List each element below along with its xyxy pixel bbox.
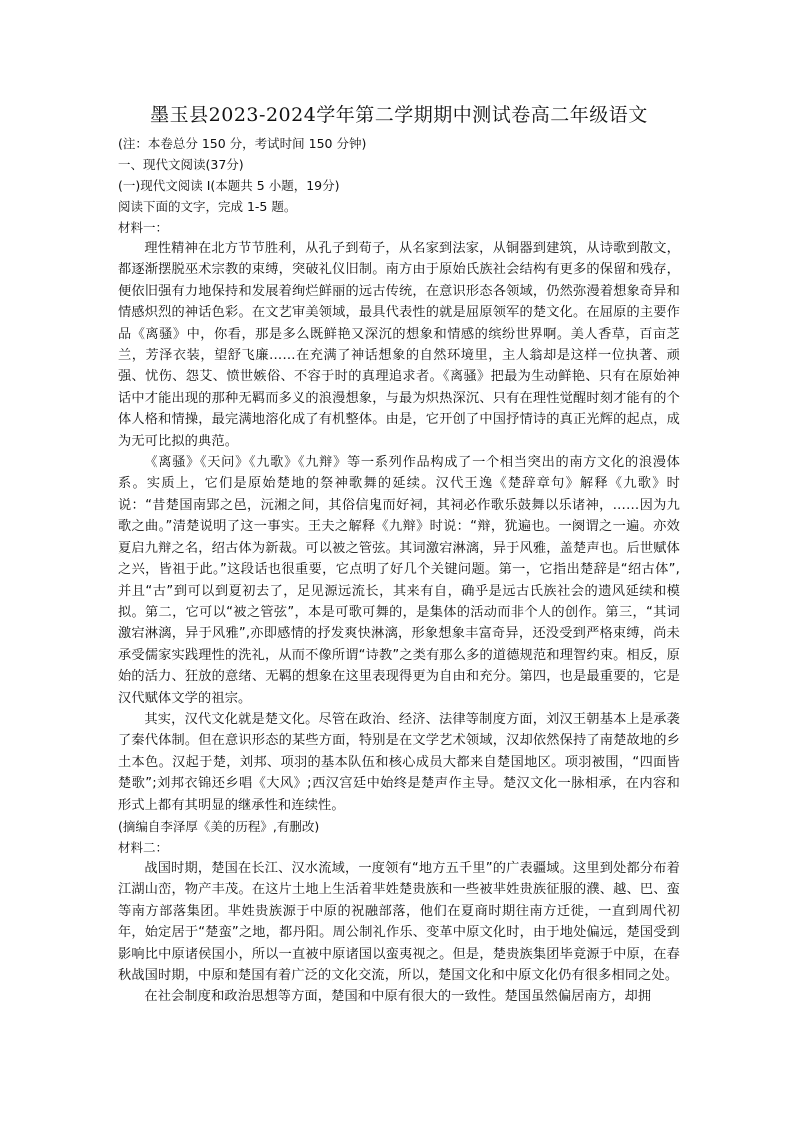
subsection-heading: (一)现代文阅读 I(本题共 5 小题，19分) [118,178,340,193]
material-2-paragraph: 战国时期，楚国在长江、汉水流域，一度领有“地方五千里”的广表疆域。这里到处都分布着江湖山峦，物产丰茂。在这片土地上生活着芈姓楚贵族和一些被芈姓贵族征服的濮、越、巴、蛮等南方部落集团。芈姓贵族源于中原的祝融部落，他们在夏商时期往南方迁徙，一直到周代初年，始定居于“楚蛮”之地，都丹阳。周公制礼作乐、变革中原文化时，由于地处偏远，楚国受到影响比中原诸侯国小，所以一直被中原诸国以蛮夷视之。但是，楚贵族集团毕竟源于中原，在春秋战国时期，中原和楚国有着广泛的文化交流，所以，楚国文化和中原文化仍有很多相同之处。 [118,860,680,983]
source-citation: (摘编自李泽厚《美的历程》,有删改) [118,818,320,834]
exam-note: (注：本卷总分 150 分，考试时间 150 分钟) [118,136,367,151]
material-2-label: 材料二： [118,839,169,855]
material-1-label: 材料一： [118,220,169,235]
section-heading: 一、现代文阅读(37分) [118,157,244,172]
material-1-paragraph: 其实，汉代文化就是楚文化。尽管在政治、经济、法律等制度方面，刘汉王朝基本上是承袭了秦代体制。但在意识形态的某些方面，特别是在文学艺术领域，汉却依然保持了南楚故地的乡土本色。汉起于楚，刘邦、项羽的基本队伍和核心成员大都来自楚国地区。项羽被围，“四面皆楚歌”;刘邦衣锦还乡唱《大风》;西汉宫廷中始终是楚声作主导。楚汉文化一脉相承，在内容和形式上都有其明显的继承性和连续性。 [118,711,680,813]
document-title: 墨玉县2023-2024学年第二学期期中测试卷高二年级语文 [150,104,648,126]
material-1-paragraph: 理性精神在北方节节胜利，从孔子到荀子，从名家到法家，从铜器到建筑，从诗歌到散文，都逐渐摆脱巫术宗教的束缚，突破礼仪旧制。南方由于原始氏族社会结构有更多的保留和残存，便依旧强有力地保持和发展着绚烂鲜丽的远古传统，在意识形态各领域，仍然弥漫着想象奇异和情感炽烈的神话色彩。在文艺审美领域，最具代表性的就是屈原领军的楚文化。在屈原的主要作品《离骚》中，你看，那是多么既鲜艳又深沉的想象和情感的缤纷世界啊。美人香草，百亩芝兰，芳泽衣装，望舒飞廉……在充满了神话想象的自然环境里，主人翁却是这样一位执著、顽强、忧伤、怨艾、愤世嫉俗、不容于时的真理追求者。《离骚》把最为生动鲜艳、只有在原始神话中才能出现的那种无羁而多义的浪漫想象，与最为炽热深沉、只有在理性觉醒时刻才能有的个体人格和情操，最完满地溶化成了有机整体。由是，它开创了中国抒情诗的真正光辉的起点，成为无可比拟的典范。 [118,241,680,449]
document-page [118,100,680,1008]
material-1-paragraph: 《离骚》《天问》《九歌》《九辩》等一系列作品构成了一个相当突出的南方文化的浪漫体系。实质上，它们是原始楚地的祭神歌舞的延续。汉代王逸《楚辞章句》解释《九歌》时说：“昔楚国南郢之邑，沅湘之间，其俗信鬼而好祠，其祠必作歌乐鼓舞以乐诸神，……因为九歌之曲。”清楚说明了这一事实。王夫之解释《九辩》时说：“辩，犹遍也。一阕谓之一遍。亦效夏启九辩之名，绍古体为新裁。可以被之管弦。其词激宕淋漓，异于风雅，盖楚声也。后世赋体之兴，皆祖于此。”这段话也很重要，它点明了好几个关键问题。第一，它指出楚辞是“绍古体”,并且“古”到可以到夏初去了，足见源远流长，其来有自，确乎是远古氏族社会的遗风延续和模拟。第二，它可以“被之管弦”，本是可歌可舞的，是集体的活动而非个人的创作。第三，“其词激宕淋漓，异于风雅”,亦即感情的抒发爽快淋漓，形象想象丰富奇异，还没受到严格束缚，尚未承受儒家实践理性的洗礼，从而不像所谓“诗教”之类有那么多的道德规范和理智约束。相反，原始的活力、狂放的意绪、无羁的想象在这里表现得更为自由和充分。第四，也是最重要的，它是汉代赋体文学的祖宗。 [118,455,680,706]
material-2-paragraph: 在社会制度和政治思想等方面，楚国和中原有很大的一致性。楚国虽然偏居南方，却拥 [144,989,652,1005]
reading-instruction: 阅读下面的文字，完成 1-5 题。 [118,199,297,214]
